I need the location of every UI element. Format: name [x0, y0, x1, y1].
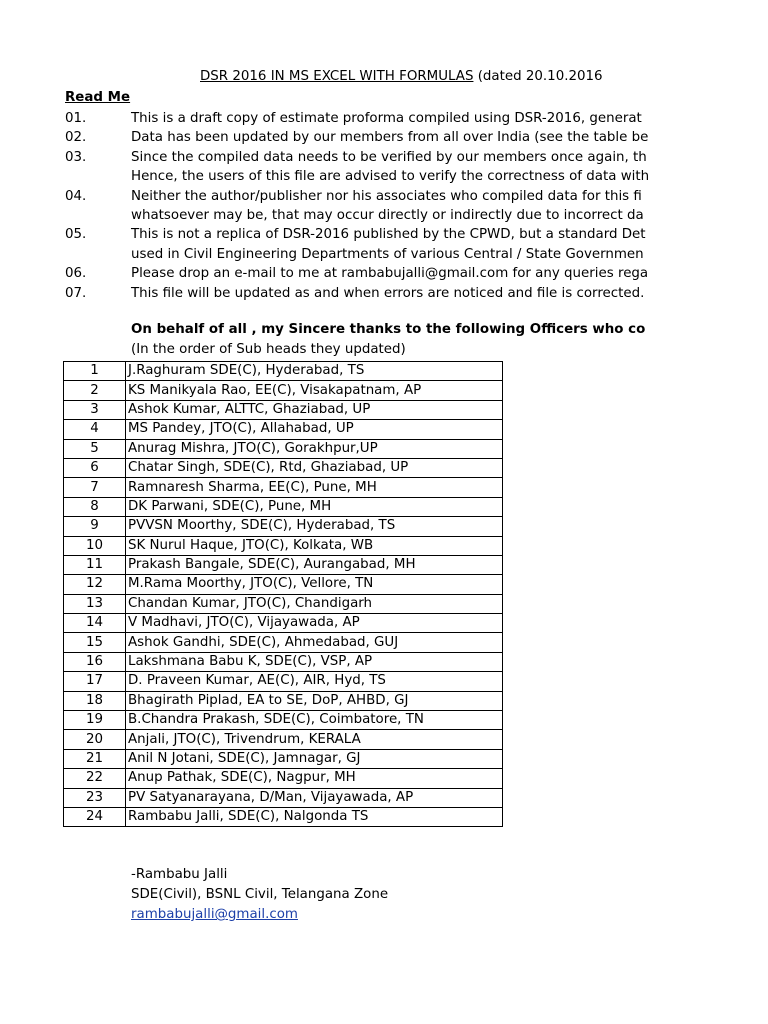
table-row	[64, 536, 503, 555]
note-line	[65, 284, 768, 303]
officer-name-cell[interactable]: M.Rama Moorthy, JTO(C), Vellore, TN	[126, 575, 503, 594]
email-link[interactable]: rambabujalli@gmail.com	[131, 907, 298, 922]
officer-name-cell[interactable]: Ashok Gandhi, SDE(C), Ahmedabad, GUJ	[126, 633, 503, 652]
notes-list	[65, 109, 768, 303]
serial-number-cell[interactable]: 9	[64, 517, 126, 536]
serial-number-cell[interactable]: 17	[64, 672, 126, 691]
serial-number-cell[interactable]: 8	[64, 497, 126, 516]
serial-number-cell[interactable]: 1	[64, 362, 126, 381]
table-row	[64, 730, 503, 749]
table-row	[64, 594, 503, 613]
table-row	[64, 691, 503, 710]
serial-number-cell[interactable]: 24	[64, 807, 126, 826]
officer-name-cell[interactable]: B.Chandra Prakash, SDE(C), Coimbatore, TN	[126, 711, 503, 730]
serial-number-cell[interactable]: 23	[64, 788, 126, 807]
note-number: 04.	[65, 188, 87, 204]
officer-name-cell[interactable]: Chandan Kumar, JTO(C), Chandigarh	[126, 594, 503, 613]
table-row	[64, 788, 503, 807]
note-number: 02.	[65, 130, 87, 146]
table-row	[64, 478, 503, 497]
read-me-heading: Read Me	[65, 90, 131, 105]
table-row	[64, 711, 503, 730]
officer-name-cell[interactable]: MS Pandey, JTO(C), Allahabad, UP	[126, 420, 503, 439]
note-number: 01.	[65, 111, 87, 126]
serial-number-cell[interactable]: 12	[64, 575, 126, 594]
officer-name-cell[interactable]: Anil N Jotani, SDE(C), Jamnagar, GJ	[126, 749, 503, 768]
serial-number-cell[interactable]: 3	[64, 400, 126, 419]
serial-number-cell[interactable]: 22	[64, 769, 126, 788]
serial-number-cell[interactable]: 16	[64, 652, 126, 671]
note-text: Data has been updated by our members from all over India (see the table be	[131, 130, 649, 146]
officer-name-cell[interactable]: D. Praveen Kumar, AE(C), AIR, Hyd, TS	[126, 672, 503, 691]
officer-name-cell[interactable]: DK Parwani, SDE(C), Pune, MH	[126, 497, 503, 516]
serial-number-cell[interactable]: 21	[64, 749, 126, 768]
order-note: (In the order of Sub heads they updated)	[131, 342, 406, 357]
officer-name-cell[interactable]: Rambabu Jalli, SDE(C), Nalgonda TS	[126, 807, 503, 826]
thanks-heading: On behalf of all , my Sincere thanks to the following Officers who co	[131, 322, 646, 337]
serial-number-cell[interactable]: 13	[64, 594, 126, 613]
note-number: 06.	[65, 266, 87, 282]
note-line	[65, 128, 768, 147]
signature-name: -Rambabu Jalli	[131, 867, 228, 882]
officer-name-cell[interactable]: Anup Pathak, SDE(C), Nagpur, MH	[126, 769, 503, 788]
note-number: 07.	[65, 285, 87, 301]
document-title	[200, 69, 603, 84]
table-row	[64, 497, 503, 516]
note-text: Hence, the users of this file are advised to verify the correctness of data with	[131, 169, 650, 185]
officer-name-cell[interactable]: PV Satyanarayana, D/Man, Vijayawada, AP	[126, 788, 503, 807]
note-text: Neither the author/publisher nor his associates who compiled data for this fi	[131, 188, 642, 204]
officer-name-cell[interactable]: Bhagirath Piplad, EA to SE, DoP, AHBD, GJ	[126, 691, 503, 710]
serial-number-cell[interactable]: 11	[64, 555, 126, 574]
table-row	[64, 420, 503, 439]
note-line	[65, 206, 768, 225]
note-line	[65, 148, 768, 167]
note-line	[65, 109, 768, 128]
officer-name-cell[interactable]: Anjali, JTO(C), Trivendrum, KERALA	[126, 730, 503, 749]
officer-name-cell[interactable]: Lakshmana Babu K, SDE(C), VSP, AP	[126, 652, 503, 671]
note-text: This is not a replica of DSR-2016 published by the CPWD, but a standard Det	[131, 227, 646, 243]
officer-name-cell[interactable]: KS Manikyala Rao, EE(C), Visakapatnam, AP	[126, 381, 503, 400]
serial-number-cell[interactable]: 15	[64, 633, 126, 652]
officers-table	[63, 361, 503, 827]
table-row	[64, 458, 503, 477]
note-text: This file will be updated as and when errors are noticed and file is corrected.	[131, 285, 645, 301]
table-row	[64, 749, 503, 768]
title-main: DSR 2016 IN MS EXCEL WITH FORMULAS	[200, 69, 474, 84]
officer-name-cell[interactable]: J.Raghuram SDE(C), Hyderabad, TS	[126, 362, 503, 381]
note-text: whatsoever may be, that may occur directly or indirectly due to incorrect da	[131, 207, 644, 223]
table-row	[64, 652, 503, 671]
officer-name-cell[interactable]: Chatar Singh, SDE(C), Rtd, Ghaziabad, UP	[126, 458, 503, 477]
serial-number-cell[interactable]: 10	[64, 536, 126, 555]
note-line	[65, 245, 768, 264]
serial-number-cell[interactable]: 2	[64, 381, 126, 400]
signature-designation: SDE(Civil), BSNL Civil, Telangana Zone	[131, 887, 389, 902]
officer-name-cell[interactable]: Ramnaresh Sharma, EE(C), Pune, MH	[126, 478, 503, 497]
table-row	[64, 672, 503, 691]
officer-name-cell[interactable]: V Madhavi, JTO(C), Vijayawada, AP	[126, 614, 503, 633]
serial-number-cell[interactable]: 19	[64, 711, 126, 730]
note-text: used in Civil Engineering Departments of various Central / State Governmen	[131, 246, 644, 262]
note-text: Please drop an e-mail to me at rambabujalli@gmail.com for any queries rega	[131, 266, 649, 282]
table-row	[64, 633, 503, 652]
serial-number-cell[interactable]: 4	[64, 420, 126, 439]
serial-number-cell[interactable]: 14	[64, 614, 126, 633]
serial-number-cell[interactable]: 6	[64, 458, 126, 477]
serial-number-cell[interactable]: 7	[64, 478, 126, 497]
officer-name-cell[interactable]: Anurag Mishra, JTO(C), Gorakhpur,UP	[126, 439, 503, 458]
note-line	[65, 264, 768, 283]
note-number: 03.	[65, 149, 87, 165]
officer-name-cell[interactable]: Ashok Kumar, ALTTC, Ghaziabad, UP	[126, 400, 503, 419]
officer-name-cell[interactable]: PVVSN Moorthy, SDE(C), Hyderabad, TS	[126, 517, 503, 536]
signature-block	[131, 865, 388, 925]
note-text: Since the compiled data needs to be verified by our members once again, th	[131, 149, 647, 165]
table-row	[64, 362, 503, 381]
serial-number-cell[interactable]: 18	[64, 691, 126, 710]
table-row	[64, 614, 503, 633]
note-line	[65, 187, 768, 206]
table-row	[64, 807, 503, 826]
officer-name-cell[interactable]: Prakash Bangale, SDE(C), Aurangabad, MH	[126, 555, 503, 574]
serial-number-cell[interactable]: 20	[64, 730, 126, 749]
table-row	[64, 555, 503, 574]
note-number: 05.	[65, 227, 87, 243]
table-row	[64, 381, 503, 400]
title-dated: (dated 20.10.2016	[473, 69, 603, 84]
table-row	[64, 517, 503, 536]
note-line	[65, 167, 768, 186]
serial-number-cell[interactable]: 5	[64, 439, 126, 458]
note-line	[65, 225, 768, 244]
table-row	[64, 439, 503, 458]
note-text: This is a draft copy of estimate proforma compiled using DSR-2016, generat	[131, 111, 642, 126]
table-row	[64, 575, 503, 594]
officer-name-cell[interactable]: SK Nurul Haque, JTO(C), Kolkata, WB	[126, 536, 503, 555]
table-row	[64, 769, 503, 788]
table-row	[64, 400, 503, 419]
